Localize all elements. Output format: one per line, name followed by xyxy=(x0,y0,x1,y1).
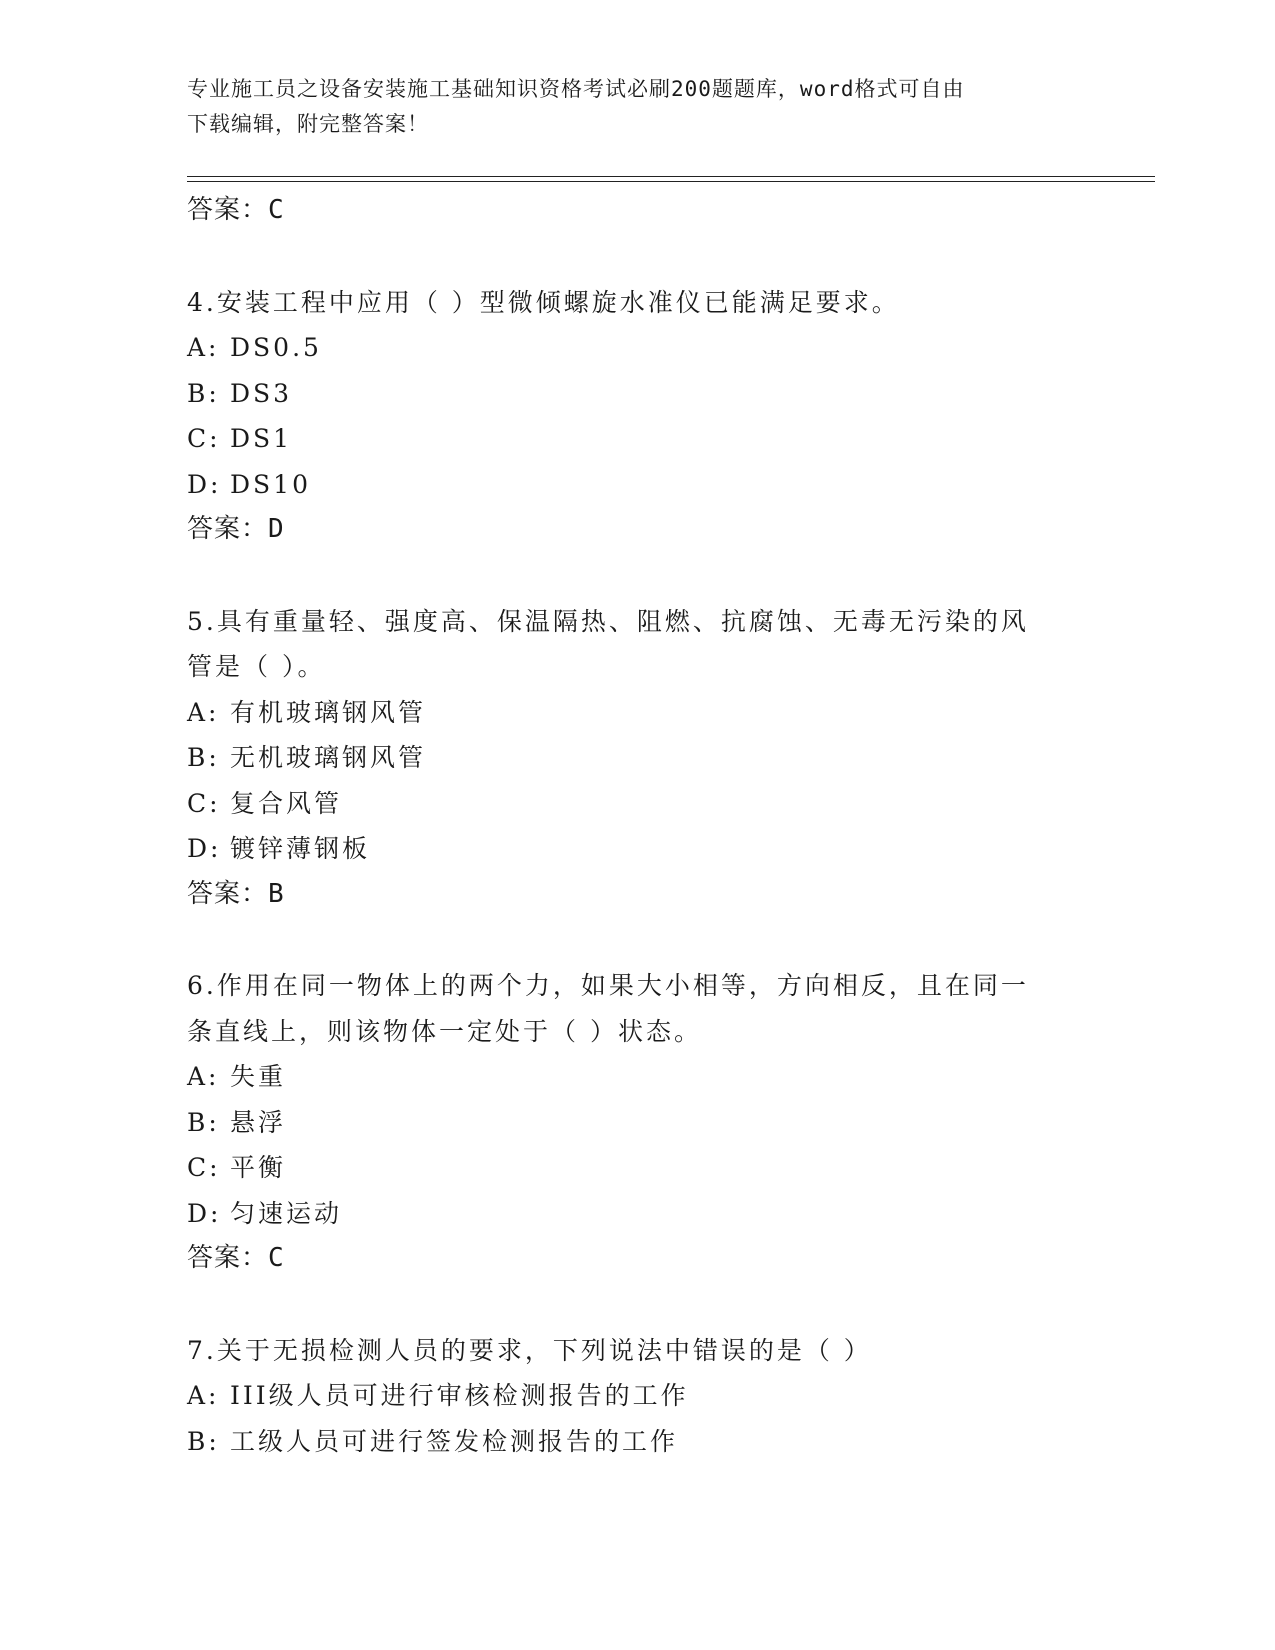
option-label: B: xyxy=(187,743,220,772)
spacer xyxy=(187,917,1087,963)
option-line xyxy=(187,325,1087,371)
document-header xyxy=(187,72,1067,142)
option-text: 有机玻璃钢风管 xyxy=(230,697,427,727)
option-label: A: xyxy=(187,1062,220,1091)
option-line xyxy=(187,1100,1087,1146)
question-text-continued: 管是（ ）。 xyxy=(187,652,326,681)
option-text: 悬浮 xyxy=(230,1107,287,1137)
spacer xyxy=(187,553,1087,599)
option-text: 镀锌薄钢板 xyxy=(230,834,371,863)
option-label: B: xyxy=(187,378,220,408)
answer-line: 答案：B xyxy=(187,878,285,909)
option-line xyxy=(187,735,1087,781)
header-line-2: 下载编辑，附完整答案！ xyxy=(187,112,429,136)
option-label: C: xyxy=(187,1153,221,1182)
option-label: B: xyxy=(187,1107,220,1137)
option-label: C: xyxy=(187,424,221,453)
option-text: 平衡 xyxy=(230,1153,287,1182)
spacer xyxy=(187,234,1087,280)
option-text: III级人员可进行审核检测报告的工作 xyxy=(230,1381,689,1410)
question-text: 4.安装工程中应用（ ）型微倾螺旋水准仪已能满足要求。 xyxy=(187,287,900,317)
header-divider-bottom xyxy=(187,181,1155,182)
option-text: 无机玻璃钢风管 xyxy=(230,743,427,772)
option-text: 匀速运动 xyxy=(230,1198,343,1228)
spacer xyxy=(187,1282,1087,1328)
option-label: A: xyxy=(187,697,220,727)
option-line xyxy=(187,462,1087,508)
answer-line: 答案：D xyxy=(187,514,285,544)
option-text: DS10 xyxy=(230,469,311,499)
option-label: D: xyxy=(187,1198,222,1228)
option-label: D: xyxy=(187,469,222,499)
option-label: B: xyxy=(187,1426,220,1456)
question-text-continued: 条直线上，则该物体一定处于（ ）状态。 xyxy=(187,1016,702,1046)
option-line xyxy=(187,690,1087,736)
option-label: C: xyxy=(187,788,221,818)
question-block xyxy=(187,599,1087,918)
question-text: 6.作用在同一物体上的两个力，如果大小相等，方向相反，且在同一 xyxy=(187,971,1029,1000)
option-text: 复合风管 xyxy=(230,788,343,818)
answer-line: 答案：C xyxy=(187,1243,285,1273)
question-block xyxy=(187,280,1087,553)
question-text: 5.具有重量轻、强度高、保温隔热、阻燃、抗腐蚀、无毒无污染的风 xyxy=(187,606,1029,636)
option-line xyxy=(187,781,1087,827)
header-line-1: 专业施工员之设备安装施工基础知识资格考试必刷200题题库，word格式可自由 xyxy=(187,77,965,101)
option-label: A: xyxy=(187,333,220,362)
option-label: D: xyxy=(187,834,222,863)
option-text: DS1 xyxy=(230,424,293,453)
option-line xyxy=(187,826,1087,872)
option-line xyxy=(187,1419,1087,1465)
option-line xyxy=(187,1373,1087,1419)
option-label: A: xyxy=(187,1381,220,1410)
option-text: DS3 xyxy=(230,378,293,408)
question-text: 7.关于无损检测人员的要求，下列说法中错误的是（ ） xyxy=(187,1335,872,1365)
option-line xyxy=(187,1054,1087,1100)
option-line xyxy=(187,1191,1087,1237)
option-line xyxy=(187,416,1087,462)
option-text: 工级人员可进行签发检测报告的工作 xyxy=(230,1426,679,1456)
question-list xyxy=(187,188,1087,1464)
question-block xyxy=(187,963,1087,1282)
option-text: DS0.5 xyxy=(230,333,322,362)
option-text: 失重 xyxy=(230,1062,287,1091)
question-block xyxy=(187,1328,1087,1465)
option-line xyxy=(187,1145,1087,1191)
answer-line: 答案：C xyxy=(187,195,285,225)
header-divider-top xyxy=(187,176,1155,177)
option-line xyxy=(187,371,1087,417)
